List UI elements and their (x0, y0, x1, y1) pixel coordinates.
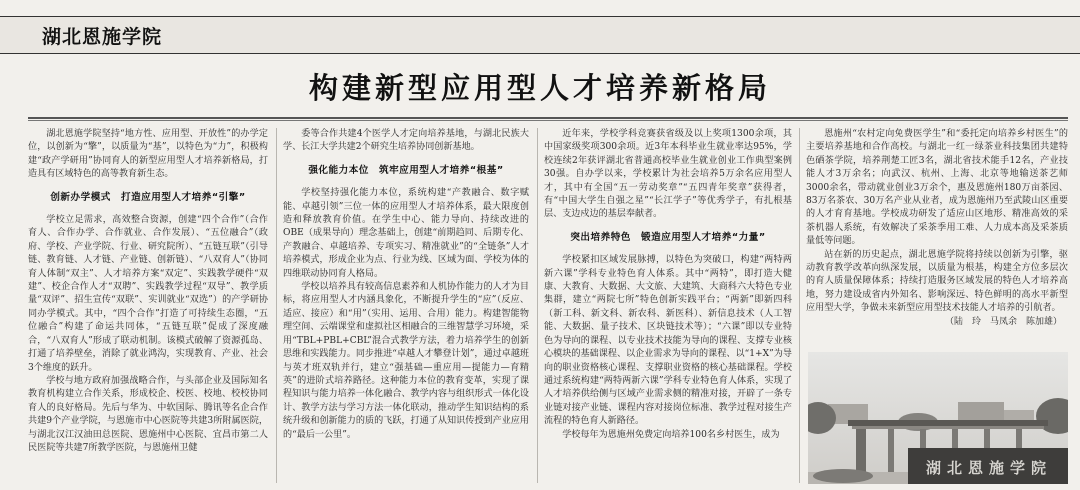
column-divider (799, 128, 800, 483)
subheading: 强化能力本位 筑牢应用型人才培养“根基” (308, 164, 504, 176)
paragraph: 学校立足需求，高效整合资源，创建“四个合作”（合作育人、合作办学、合作就业、合作发展）、“五位融合”（政府、学校、产业学院、行业、研究院所）、“五链互联”（引导链、教育链、人才链、产业链、创新链）、“八双育人”（协同育人体制“双主”、人才培养方案“双定”、实践教学硬件“双建”、校企合作人才“双聘”、实践教学过程“双导”、教学质量“双评”、招生宣传“双联”、实训就业“双选”）的产学研协同办学模式。其中，“四个合作”打造了可持续生态圈，“五位融合”构建了命运共同体，“五链互联”促成了深度融合，“八双育人”形成了联动机制。该模式破解了资源孤岛、打通了培养壁垒，消除了就业鸿沟，实现教育、产业、社会3个维度的跃升。 (28, 215, 268, 373)
campus-photo (808, 352, 1068, 484)
paragraph: 学校紧扣区域发展脉搏，以特色为突破口，构建“两特两新六课”学科专业特色育人体系。其中“两特”，即打造大健康、大教育、大数据、大文旅、大建筑、大商科六大特色专业集群，建立“两院七所”特色创新实践平台；“两新”即新四科（新工科、新文科、新农科、新医科）、新信息技术（人工智能、大数据、量子技术、区块链技术等）；“六课”即以专业特色为导向的课程、以专业技术技能为导向的课程、支撑专业核心模块的基础课程、以企业需求为导向的课程、以“1+X”为导向的职业资格核心课程、支撑职业资格的核心基础课程。学校通过系统构建“两特两新六课”学科专业特色育人体系，实现了人才培养供给侧与区域产业需求侧的精准对接，开辟了一条专业链对接产业链、课程内容对接岗位标准、教学过程对接生产流程的特色育人新路径。 (544, 255, 792, 427)
article-column-1 (28, 128, 268, 490)
paragraph: 站在新的历史起点，湖北恩施学院将持续以创新为引擎，驱动教育教学改革向纵深发展，以质量为根基，构建全方位多层次的育人质量保障体系；持续打造服务区域发展的特色人才培养高地，努力建设成省内外知名、影响深远、特色鲜明的高水平新型应用型大学，争做未来新型应用型技术技能人才培养的引航者。 (806, 249, 1068, 314)
paragraph: 近年来，学校学科竞赛获省级及以上奖项1300余项，其中国家级奖项300余项。近3年本科毕业生就业率达95%，学校连续2年获评湖北省普通高校毕业生就业创业工作典型案例30强。自办学以来，学校累计为社会培养5万余名应用型人才，其中有全国“五一劳动奖章”“五四青年奖章”获得者，有“中国大学生自强之星”“长江学子”等优秀学子，有扎根基层、支边戍边的基层奉献者。 (544, 129, 792, 220)
column-divider (537, 128, 538, 483)
headline-rule-thin (28, 120, 1068, 121)
gate-inscription: 湖北恩施学院 (926, 459, 1053, 477)
paragraph: 学校坚持强化能力本位，系统构建“产教融合、数字赋能、卓越引领”三位一体的应用型人才培养体系，最大限度创造和释放教育价值。在学生中心、能力导向、持续改进的OBE（成果导向）理念基础上，创建“前期趋同、后期专化、产教融合、卓越培养、专项实习、精准就业”的“全链条”人才培养模式，形成企业为点、行业为线、区域为面、学校为体的四维联动协同育人格局。 (283, 188, 529, 279)
column-divider (276, 128, 277, 483)
article-column-3 (544, 128, 792, 490)
paragraph: 学校以培养具有较高信息素养和人机协作能力的人才为目标，将应用型人才内涵具象化，不断提升学生的“应”（反应、适应、接应）和“用”（实用、运用、合用）能力。构建智能物理空间、云端课堂和虚拟社区相融合的三维智慧学习环境，采用“TBL+PBL+CBL”混合式教学方法，着力培养学生的创新思维和实践能力。同步推进“卓越人才攀登计划”，通过卓越班与英才班双轨并行，建立“强基础—重应用—提能力—育精英”的进阶式培养路径。这种能力本位的教育变革，实现了课程知识与能力培养一体化融合、教学内容与组织形式一体化设计、教学方法与学习方法一体化联动，推动学生知识结构的系统升级和创新能力的质的飞跃，打通了从知识传授到产业应用的“最后一公里”。 (283, 282, 529, 440)
paragraph: 学校与地方政府加强战略合作，与头部企业及国际知名教育机构建立合作关系，形成校企、校医、校地、校校协同育人的良好格局。先后与华为、中软国际、腾讯等名企合作共建9个产业学院，与恩施市中心医院等共建3所附属医院，与湖北汉江汉油田总医院、恩施州中心医院、宜昌市第二人民医院等共建7所教学医院，与恩施州卫健 (28, 375, 268, 453)
paragraph: 湖北恩施学院坚持“地方性、应用型、开放性”的办学定位，以创新为“擎”，以质量为“基”，以特色为“力”，积极构建“政产学研用”协同育人的新型应用型人才培养新格局，打造具有区域特色的高等教育新生态。 (28, 129, 268, 180)
article-headline: 构建新型应用型人才培养新格局 (308, 71, 771, 105)
article-column-4 (806, 128, 1068, 350)
paragraph: 委等合作共建4个医学人才定向培养基地，与湖北民族大学、长江大学共建2个研究生培养协同创新基地。 (283, 129, 529, 153)
paragraph: 学校每年为恩施州免费定向培养100名乡村医生，成为 (562, 429, 780, 440)
section-band (0, 16, 1080, 54)
subheading: 创新办学模式 打造应用型人才培养“引擎” (50, 191, 246, 203)
subheading: 突出培养特色 锻造应用型人才培养“力量” (570, 231, 766, 243)
headline-rule (28, 117, 1068, 119)
author-byline: （陆 玲 马凤余 陈加雄） (944, 316, 1062, 327)
paragraph: 恩施州“农村定向免费医学生”和“委托定向培养乡村医生”的主要培养基地和合作高校。与湖北一红一绿茶业科技集团共建特色硒茶学院，培养荆楚工匠3名，湖北省技术能手12名，产业技能人才3万余名；向武汉、杭州、上海、北京等地输送茶艺师3000余名，带动就业创业3万余个，惠及恩施州180万亩茶园、83万名茶农、30万名产业从业者，成为恩施州乃至武陵山区重要的人才育育基地。学校成功研发了适应山区地形、精准高效的采茶机器人系统，有效解决了采茶季用工难、人力成本高及采茶质量低等问题。 (806, 129, 1068, 247)
section-title: 湖北恩施学院 (42, 26, 163, 48)
article-column-2 (283, 128, 529, 490)
